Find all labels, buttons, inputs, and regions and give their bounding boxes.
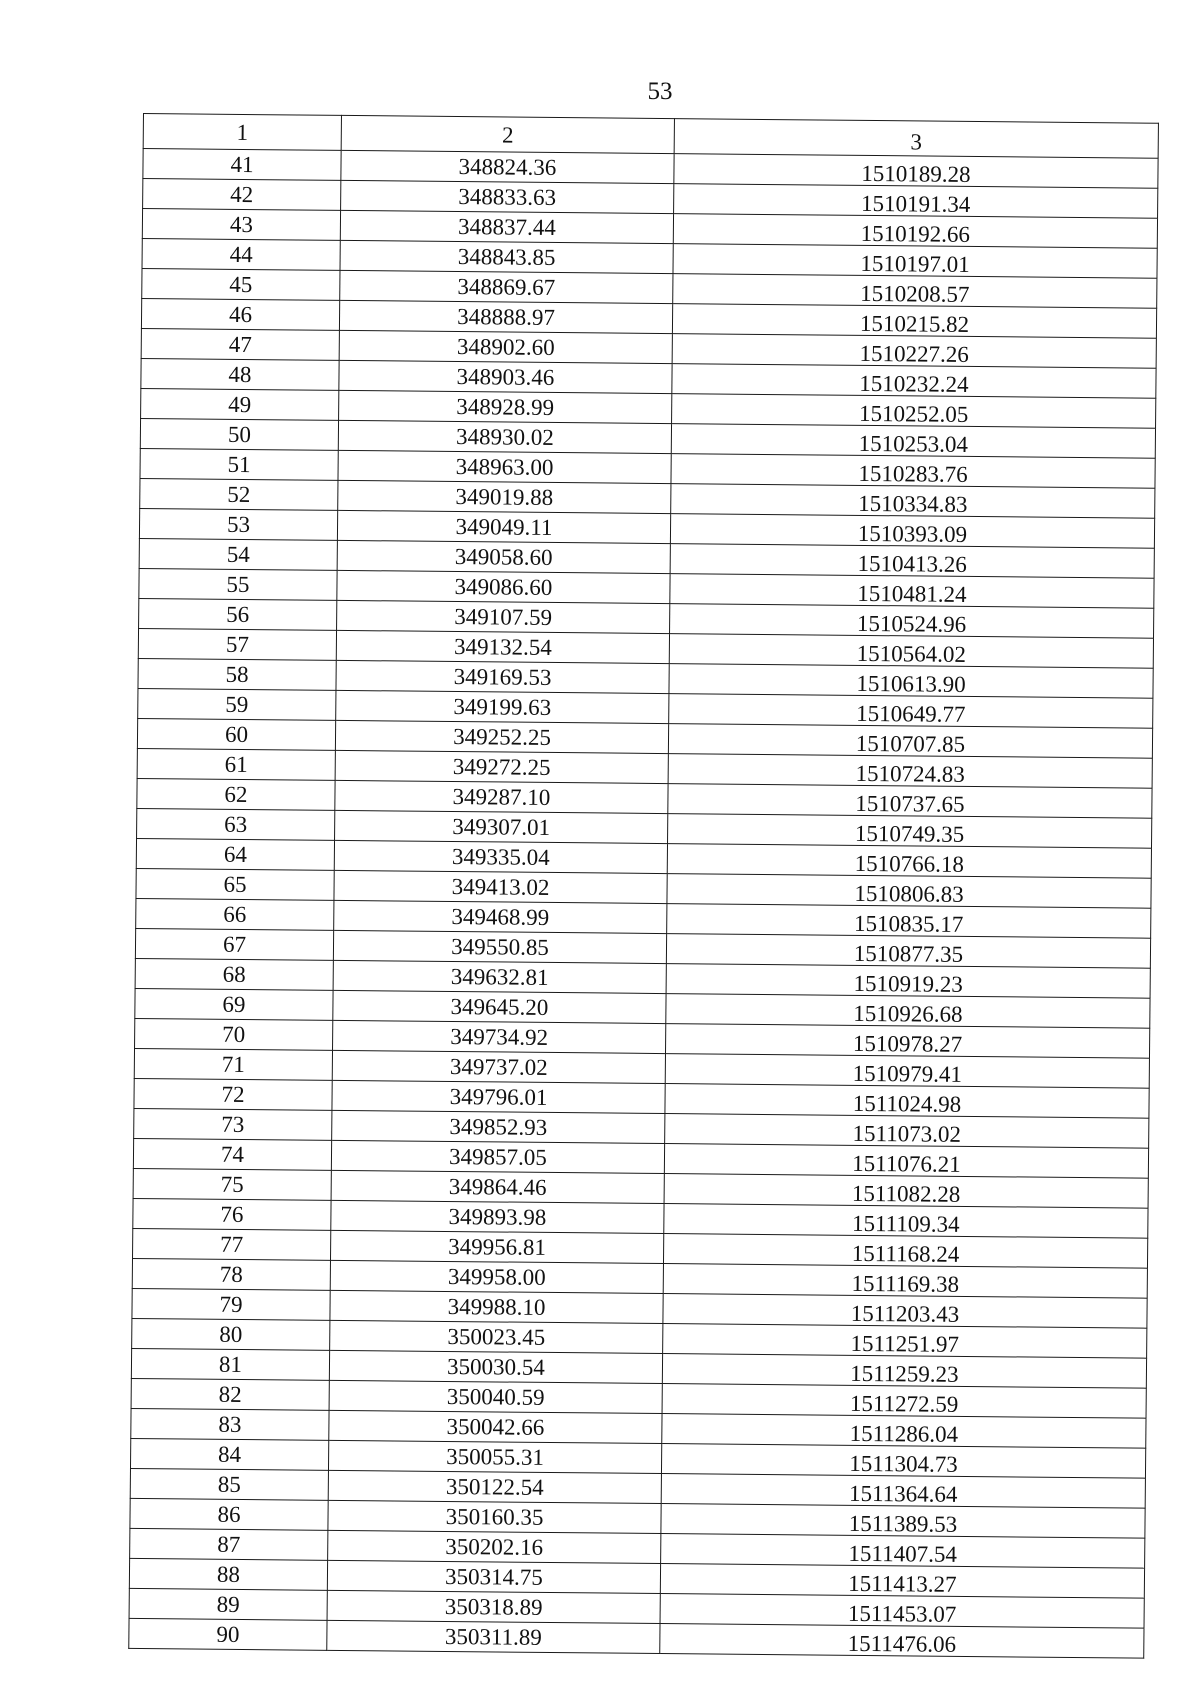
x-coordinate-cell: 348902.60	[339, 330, 672, 363]
y-coordinate-cell: 1510524.96	[670, 604, 1154, 639]
row-number-cell: 67	[135, 928, 333, 960]
column-header-2: 2	[341, 115, 674, 153]
row-number-cell: 44	[142, 238, 340, 270]
y-coordinate-cell: 1510232.24	[672, 364, 1156, 399]
row-number-cell: 65	[136, 868, 334, 900]
y-coordinate-cell: 1510737.65	[668, 784, 1152, 819]
x-coordinate-cell: 350314.75	[327, 1560, 660, 1593]
row-number-cell: 49	[141, 388, 339, 420]
row-number-cell: 48	[141, 358, 339, 390]
row-number-cell: 70	[135, 1018, 333, 1050]
y-coordinate-cell: 1510208.57	[673, 274, 1157, 309]
x-coordinate-cell: 350318.89	[327, 1590, 660, 1623]
x-coordinate-cell: 349252.25	[335, 720, 668, 753]
y-coordinate-cell: 1511272.59	[662, 1384, 1146, 1419]
y-coordinate-cell: 1511082.28	[664, 1174, 1148, 1209]
row-number-cell: 61	[137, 748, 335, 780]
row-number-cell: 90	[129, 1618, 327, 1650]
y-coordinate-cell: 1510189.28	[674, 154, 1158, 189]
x-coordinate-cell: 349958.00	[330, 1260, 663, 1293]
y-coordinate-cell: 1511304.73	[661, 1444, 1145, 1479]
row-number-cell: 52	[140, 478, 338, 510]
x-coordinate-cell: 350202.16	[328, 1530, 661, 1563]
row-number-cell: 79	[132, 1288, 330, 1320]
row-number-cell: 66	[136, 898, 334, 930]
row-number-cell: 80	[132, 1318, 330, 1350]
y-coordinate-cell: 1510334.83	[671, 484, 1155, 519]
y-coordinate-cell: 1511476.06	[660, 1624, 1144, 1659]
x-coordinate-cell: 349058.60	[337, 540, 670, 573]
column-header-1: 1	[143, 114, 341, 151]
x-coordinate-cell: 348833.63	[341, 180, 674, 213]
x-coordinate-cell: 348928.99	[339, 390, 672, 423]
y-coordinate-cell: 1511168.24	[663, 1234, 1147, 1269]
column-header-3: 3	[674, 119, 1158, 159]
y-coordinate-cell: 1510413.26	[670, 544, 1154, 579]
x-coordinate-cell: 349169.53	[336, 660, 669, 693]
row-number-cell: 78	[132, 1258, 330, 1290]
page-number: 53	[647, 78, 673, 105]
x-coordinate-cell: 348869.67	[340, 270, 673, 303]
y-coordinate-cell: 1510724.83	[668, 754, 1152, 789]
row-number-cell: 41	[143, 149, 341, 181]
x-coordinate-cell: 349199.63	[336, 690, 669, 723]
x-coordinate-cell: 349307.01	[335, 810, 668, 843]
y-coordinate-cell: 1510564.02	[669, 634, 1153, 669]
row-number-cell: 72	[134, 1078, 332, 1110]
row-number-cell: 73	[134, 1108, 332, 1140]
x-coordinate-cell: 349864.46	[331, 1170, 664, 1203]
y-coordinate-cell: 1510919.23	[666, 964, 1150, 999]
y-coordinate-cell: 1510481.24	[670, 574, 1154, 609]
row-number-cell: 62	[137, 778, 335, 810]
row-number-cell: 63	[137, 808, 335, 840]
x-coordinate-cell: 350055.31	[328, 1440, 661, 1473]
row-number-cell: 87	[130, 1528, 328, 1560]
row-number-cell: 55	[139, 568, 337, 600]
y-coordinate-cell: 1510707.85	[668, 724, 1152, 759]
row-number-cell: 47	[141, 328, 339, 360]
y-coordinate-cell: 1510253.04	[671, 424, 1155, 459]
x-coordinate-cell: 349049.11	[337, 510, 670, 543]
y-coordinate-cell: 1511109.34	[664, 1204, 1148, 1239]
row-number-cell: 46	[141, 298, 339, 330]
row-number-cell: 76	[133, 1198, 331, 1230]
x-coordinate-cell: 349893.98	[331, 1200, 664, 1233]
row-number-cell: 59	[138, 688, 336, 720]
y-coordinate-cell: 1510749.35	[668, 814, 1152, 849]
row-number-cell: 50	[140, 418, 338, 450]
y-coordinate-cell: 1510252.05	[672, 394, 1156, 429]
x-coordinate-cell: 349413.02	[334, 870, 667, 903]
y-coordinate-cell: 1511169.38	[663, 1264, 1147, 1299]
x-coordinate-cell: 350122.54	[328, 1470, 661, 1503]
x-coordinate-cell: 349737.02	[332, 1050, 665, 1083]
y-coordinate-cell: 1510283.76	[671, 454, 1155, 489]
x-coordinate-cell: 349107.59	[337, 600, 670, 633]
y-coordinate-cell: 1511024.98	[665, 1084, 1149, 1119]
row-number-cell: 60	[137, 718, 335, 750]
x-coordinate-cell: 349645.20	[333, 990, 666, 1023]
row-number-cell: 69	[135, 988, 333, 1020]
coordinates-table-container	[128, 113, 1158, 1659]
row-number-cell: 83	[131, 1408, 329, 1440]
row-number-cell: 77	[133, 1228, 331, 1260]
x-coordinate-cell: 349857.05	[331, 1140, 664, 1173]
row-number-cell: 74	[133, 1138, 331, 1170]
row-number-cell: 43	[142, 209, 340, 241]
y-coordinate-cell: 1511259.23	[662, 1354, 1146, 1389]
x-coordinate-cell: 349132.54	[336, 630, 669, 663]
x-coordinate-cell: 348903.46	[339, 360, 672, 393]
x-coordinate-cell: 348963.00	[338, 450, 671, 483]
x-coordinate-cell: 348837.44	[340, 210, 673, 243]
y-coordinate-cell: 1510613.90	[669, 664, 1153, 699]
row-number-cell: 81	[131, 1348, 329, 1380]
row-number-cell: 54	[139, 538, 337, 570]
x-coordinate-cell: 349734.92	[333, 1020, 666, 1053]
y-coordinate-cell: 1511286.04	[662, 1414, 1146, 1449]
x-coordinate-cell: 349335.04	[334, 840, 667, 873]
x-coordinate-cell: 350023.45	[330, 1320, 663, 1353]
row-number-cell: 45	[142, 268, 340, 300]
y-coordinate-cell: 1511364.64	[661, 1474, 1145, 1509]
row-number-cell: 88	[129, 1558, 327, 1590]
y-coordinate-cell: 1510192.66	[673, 214, 1157, 249]
y-coordinate-cell: 1510393.09	[670, 514, 1154, 549]
y-coordinate-cell: 1510835.17	[667, 904, 1151, 939]
y-coordinate-cell: 1510979.41	[665, 1054, 1149, 1089]
row-number-cell: 84	[130, 1438, 328, 1470]
row-number-cell: 75	[133, 1168, 331, 1200]
y-coordinate-cell: 1510926.68	[666, 994, 1150, 1029]
row-number-cell: 42	[143, 179, 341, 211]
x-coordinate-cell: 349852.93	[332, 1110, 665, 1143]
row-number-cell: 89	[129, 1588, 327, 1620]
x-coordinate-cell: 349956.81	[330, 1230, 663, 1263]
table-body	[129, 114, 1159, 1659]
x-coordinate-cell: 349550.85	[333, 930, 666, 963]
y-coordinate-cell: 1511076.21	[664, 1144, 1148, 1179]
y-coordinate-cell: 1510806.83	[667, 874, 1151, 909]
y-coordinate-cell: 1510191.34	[674, 184, 1158, 219]
row-number-cell: 53	[139, 508, 337, 540]
y-coordinate-cell: 1510766.18	[667, 844, 1151, 879]
y-coordinate-cell: 1510877.35	[666, 934, 1150, 969]
row-number-cell: 64	[136, 838, 334, 870]
row-number-cell: 51	[140, 448, 338, 480]
row-number-cell: 58	[138, 658, 336, 690]
x-coordinate-cell: 348930.02	[338, 420, 671, 453]
x-coordinate-cell: 349988.10	[330, 1290, 663, 1323]
x-coordinate-cell: 349468.99	[334, 900, 667, 933]
x-coordinate-cell: 348824.36	[341, 150, 674, 183]
y-coordinate-cell: 1511453.07	[660, 1594, 1144, 1629]
x-coordinate-cell: 349796.01	[332, 1080, 665, 1113]
y-coordinate-cell: 1511203.43	[663, 1294, 1147, 1329]
x-coordinate-cell: 349287.10	[335, 780, 668, 813]
row-number-cell: 57	[138, 628, 336, 660]
row-number-cell: 86	[130, 1498, 328, 1530]
row-number-cell: 71	[134, 1048, 332, 1080]
x-coordinate-cell: 350040.59	[329, 1380, 662, 1413]
y-coordinate-cell: 1511407.54	[661, 1534, 1145, 1569]
row-number-cell: 85	[130, 1468, 328, 1500]
x-coordinate-cell: 349019.88	[338, 480, 671, 513]
y-coordinate-cell: 1511073.02	[665, 1114, 1149, 1149]
y-coordinate-cell: 1510197.01	[673, 244, 1157, 279]
row-number-cell: 68	[135, 958, 333, 990]
x-coordinate-cell: 349086.60	[337, 570, 670, 603]
x-coordinate-cell: 349632.81	[333, 960, 666, 993]
coordinates-table	[128, 113, 1159, 1659]
y-coordinate-cell: 1510227.26	[672, 334, 1156, 369]
x-coordinate-cell: 350030.54	[329, 1350, 662, 1383]
y-coordinate-cell: 1511251.97	[663, 1324, 1147, 1359]
x-coordinate-cell: 348843.85	[340, 240, 673, 273]
y-coordinate-cell: 1510649.77	[669, 694, 1153, 729]
x-coordinate-cell: 349272.25	[335, 750, 668, 783]
y-coordinate-cell: 1511413.27	[660, 1564, 1144, 1599]
x-coordinate-cell: 350311.89	[327, 1620, 660, 1653]
row-number-cell: 56	[139, 598, 337, 630]
x-coordinate-cell: 350160.35	[328, 1500, 661, 1533]
x-coordinate-cell: 348888.97	[339, 300, 672, 333]
x-coordinate-cell: 350042.66	[329, 1410, 662, 1443]
y-coordinate-cell: 1511389.53	[661, 1504, 1145, 1539]
y-coordinate-cell: 1510215.82	[672, 304, 1156, 339]
row-number-cell: 82	[131, 1378, 329, 1410]
y-coordinate-cell: 1510978.27	[665, 1024, 1149, 1059]
